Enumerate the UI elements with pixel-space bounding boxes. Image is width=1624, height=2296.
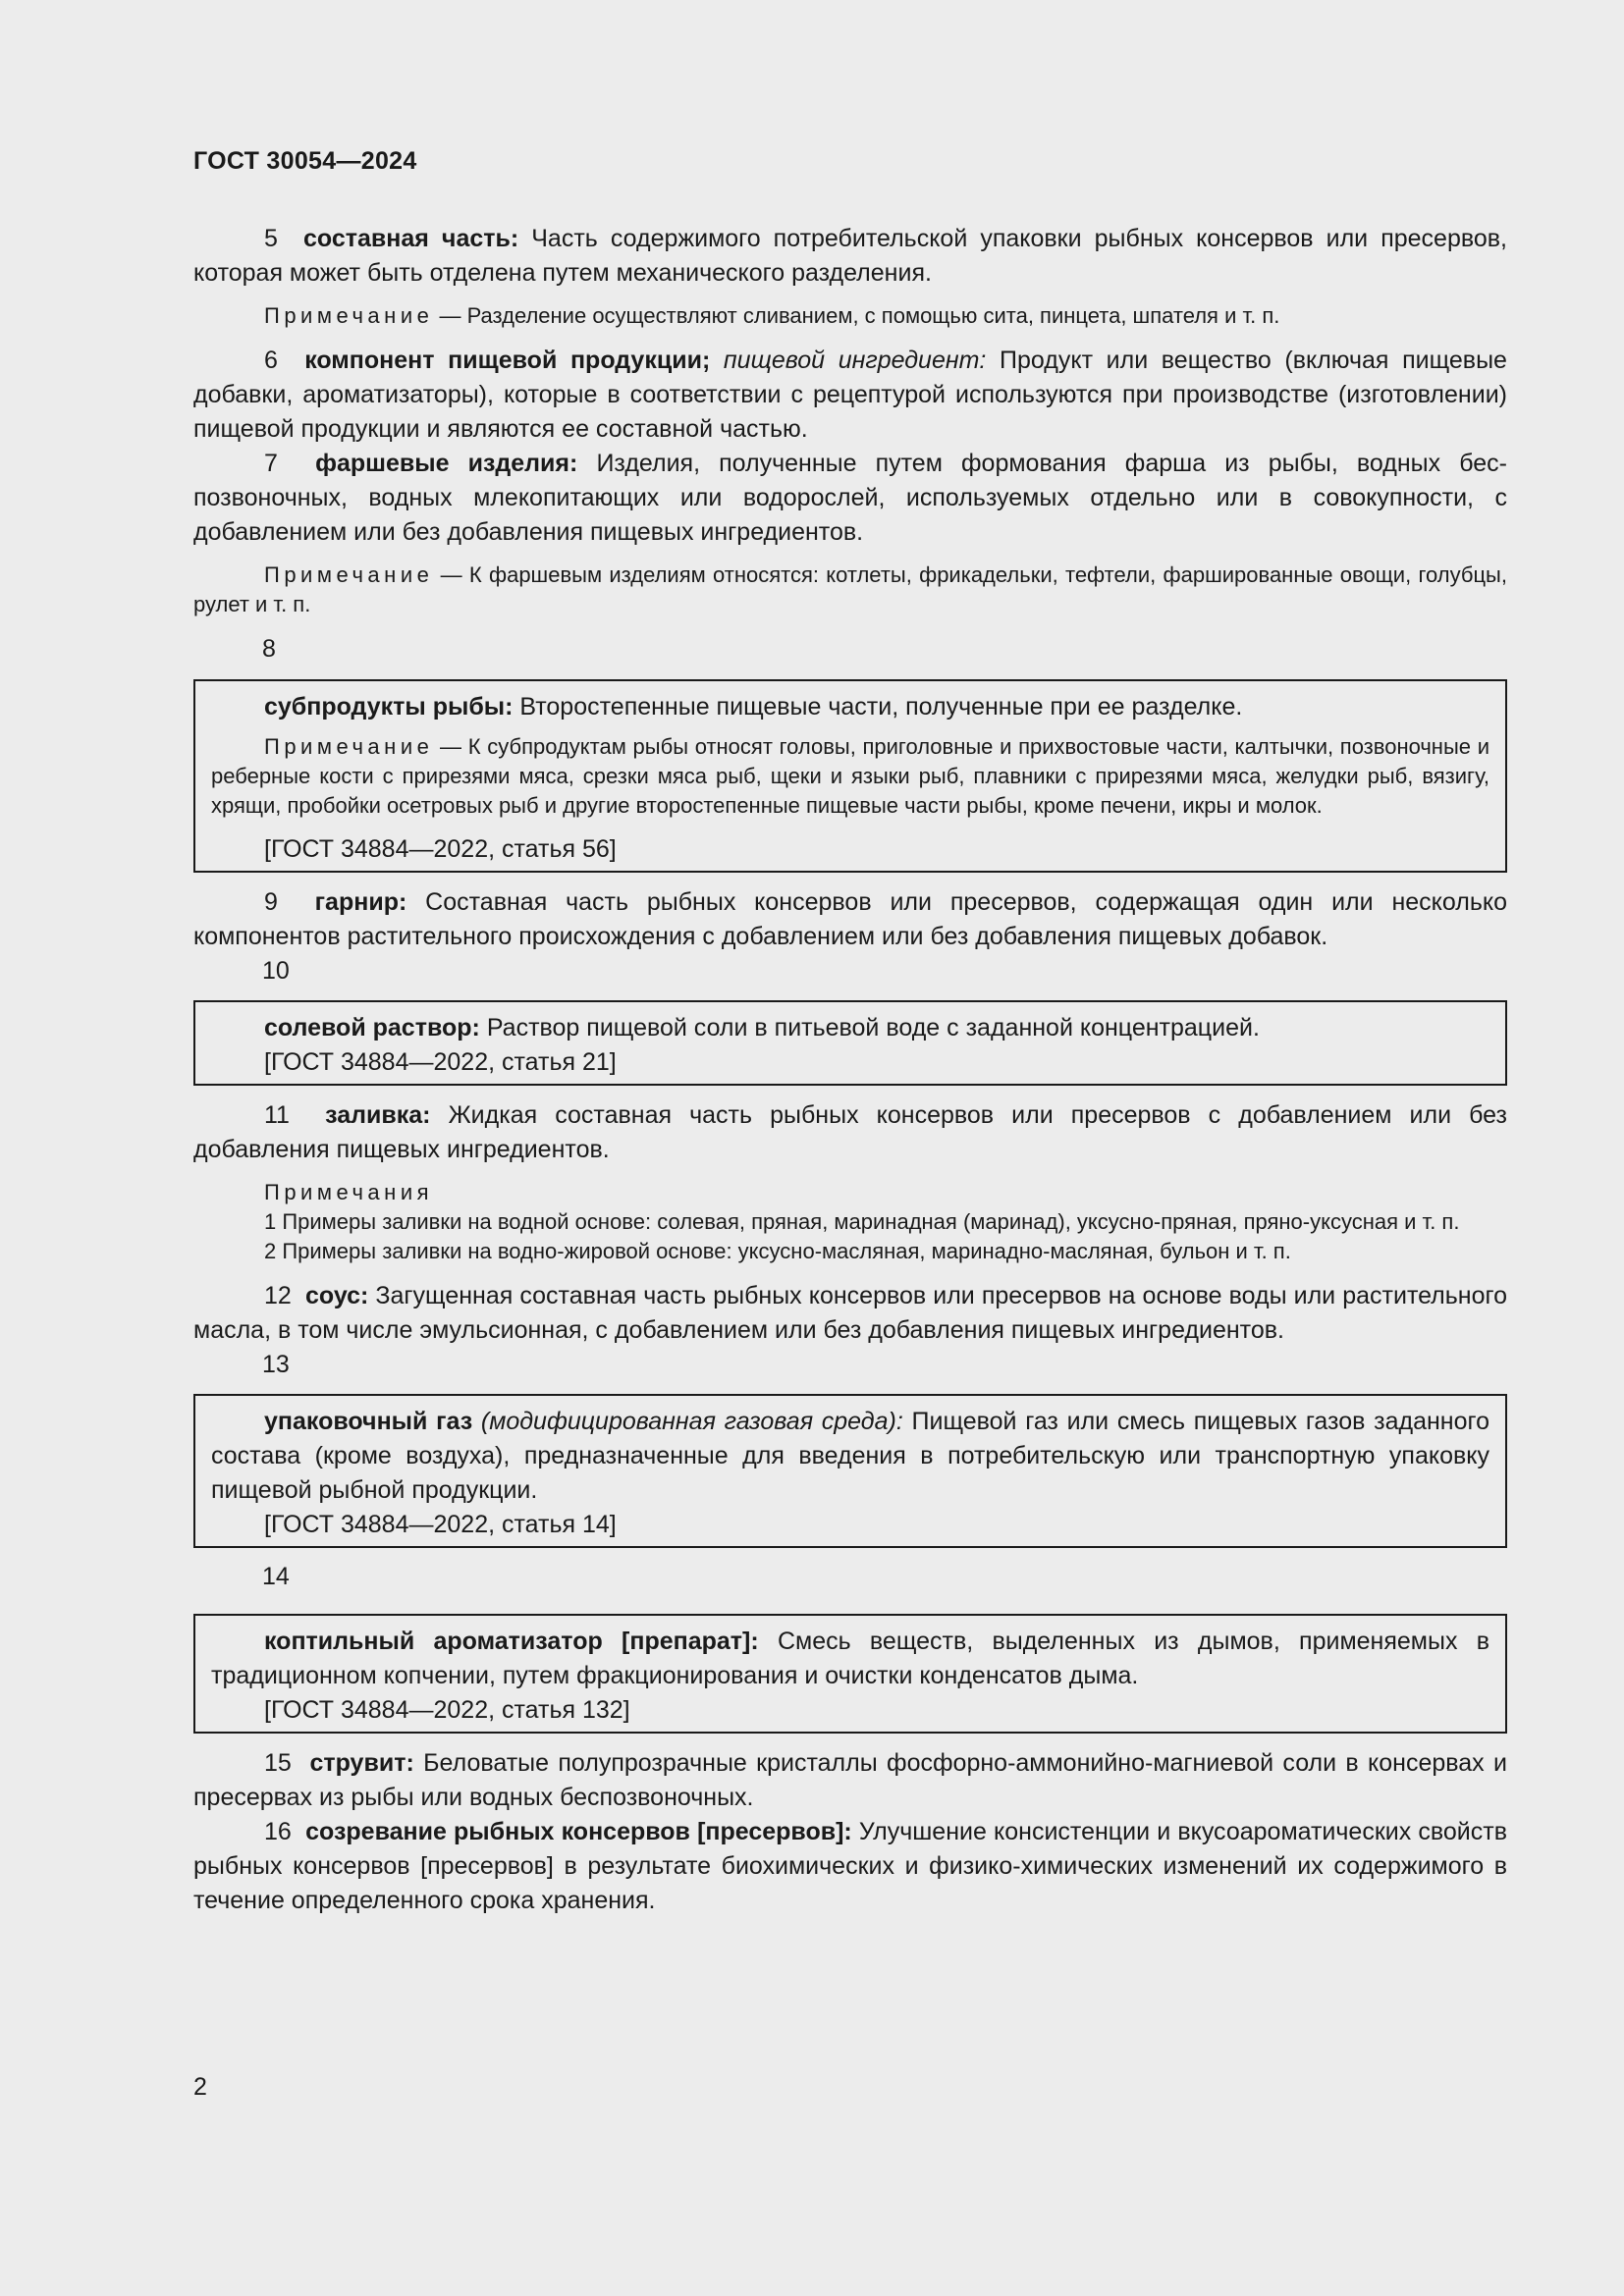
term-8-reference: [ГОСТ 34884—2022, статья 56] [264, 835, 617, 863]
document-body [193, 222, 1507, 1918]
term-11: 11 заливка: Жидкая составная часть рыбных консервов или пресервов с добавлением или без добавления пищевых ингредиентов. [193, 1101, 1507, 1163]
term-10-box [193, 1000, 1507, 1086]
term-11-notes-label: Примечания [264, 1180, 434, 1204]
term-5: 5 составная часть: Часть содержимого потребительской упаковки рыбных консервов или пресервов, которая может быть отделена путем механического разделения. [193, 225, 1507, 287]
term-14-definition: коптильный ароматизатор [препарат]: Смесь веществ, выделенных из дымов, применяемых в традиционном копчении, путем фракционирования и очистки конденсатов дыма. [211, 1628, 1489, 1689]
term-13-reference: [ГОСТ 34884—2022, статья 14] [264, 1511, 617, 1538]
page-number: 2 [193, 2073, 207, 2101]
term-14-box [193, 1614, 1507, 1734]
term-8-box [193, 679, 1507, 873]
term-6: 6 компонент пищевой продукции; пищевой ингредиент: Продукт или вещество (включая пищевые добавки, ароматизаторы), которые в соответствии с рецептурой используются при производстве (изготовлении) пищевой продукции и являются ее составной частью. [193, 347, 1507, 443]
term-12: 12 соус: Загущенная составная часть рыбных консервов или пресервов на основе воды или растительного масла, в том числе эмульсионная, с добавлением или без добавления пищевых ингредиентов. [193, 1282, 1507, 1344]
term-10-number: 10 [262, 957, 290, 985]
term-8-note: Примечание — К субпродуктам рыбы относят головы, приголовные и прихвостовые части, калтычки, позвоночные и реберные кости с прирезями мяса, срезки мяса рыб, щеки и языки рыб, плавники с прирезями мяса, желудки рыб, вязигу, хрящи, пробойки осетровых рыб и другие второстепенные пищевые части рыбы, кроме печени, икры и молок. [211, 734, 1489, 818]
term-8-number: 8 [262, 635, 276, 663]
term-13-box [193, 1394, 1507, 1548]
term-11-note-2: 2 Примеры заливки на водно-жировой основе: уксусно-масляная, маринадно-масляная, бульон и т. п. [264, 1239, 1291, 1263]
term-10-definition: солевой раствор: Раствор пищевой соли в питьевой воде с заданной концентрацией. [264, 1014, 1260, 1041]
term-16: 16 созревание рыбных консервов [пресервов]: Улучшение консистенции и вкусоароматических свойств рыбных консервов [пресервов] в результате биохимических и физико-химических изменений их содержимого в течение определенного срока хранения. [193, 1818, 1507, 1914]
term-13-number: 13 [262, 1351, 290, 1378]
term-13-definition: упаковочный газ (модифицированная газовая среда): Пищевой газ или смесь пищевых газов заданного состава (кроме воздуха), предназначенные для введения в потребительскую или транспортную упаковку пищевой рыбной продукции. [211, 1408, 1489, 1504]
term-7: 7 фаршевые изделия: Изделия, полученные путем формования фарша из рыбы, водных беспозвоночных, водных млекопитающих или водорослей, используемых отдельно или в совокупности, с добавлением или без добавления пищевых ингредиентов. [193, 450, 1507, 546]
term-5-note: Примечание — Разделение осуществляют сливанием, с помощью сита, пинцета, шпателя и т. п. [264, 303, 1280, 328]
term-11-note-1: 1 Примеры заливки на водной основе: солевая, пряная, маринадная (маринад), уксусно-пряная, пряно-уксусная и т. п. [264, 1209, 1460, 1234]
term-14-reference: [ГОСТ 34884—2022, статья 132] [264, 1696, 630, 1724]
term-9: 9 гарнир: Составная часть рыбных консервов или пресервов, содержащая один или несколько компонентов растительного происхождения с добавлением или без добавления пищевых добавок. [193, 888, 1507, 950]
term-15: 15 струвит: Беловатые полупрозрачные кристаллы фосфорно-аммонийно-магниевой соли в консервах и пресервах из рыбы или водных беспозвоночных. [193, 1749, 1507, 1811]
document-header: ГОСТ 30054—2024 [193, 147, 417, 175]
term-10-reference: [ГОСТ 34884—2022, статья 21] [264, 1048, 617, 1076]
term-14-number: 14 [262, 1563, 290, 1590]
term-8-definition: субпродукты рыбы: Второстепенные пищевые части, полученные при ее разделке. [264, 693, 1243, 721]
term-7-note: Примечание — К фаршевым изделиям относятся: котлеты, фрикадельки, тефтели, фаршированные овощи, голубцы, рулет и т. п. [193, 562, 1507, 616]
